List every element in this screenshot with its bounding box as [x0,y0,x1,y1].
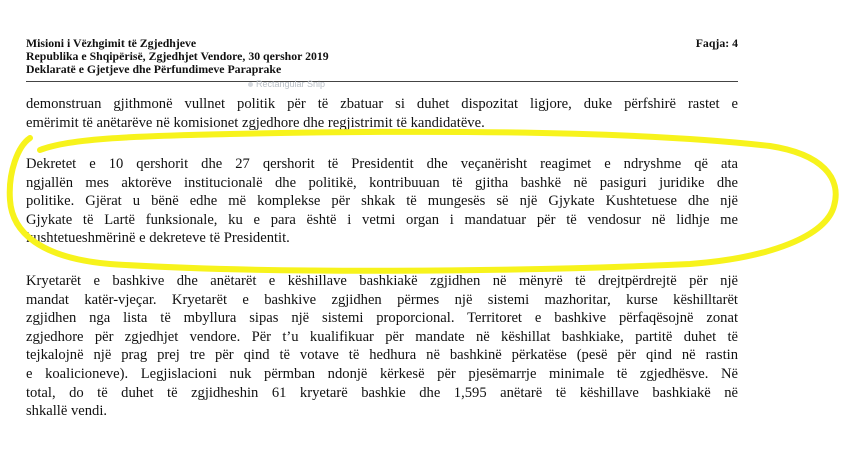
paragraph-line: ngjallën mes aktorëve institucionalë dhe politikë, kontribuuan të gjitha bashkë në pasiguri juridike dhe [26,174,738,191]
document-header [26,37,738,76]
paragraph-3 [26,272,738,421]
paragraph-line: e koalicioneve). Legjislacioni nuk përmban ndonjë kërkesë për pjesëmarrje minimale të zgjedhësve. Në [26,365,738,382]
page-number: Faqja: 4 [695,36,738,50]
paragraph-2-highlighted [26,155,738,248]
paragraph-line: Kryetarët e bashkive dhe anëtarët e këshillave bashkiakë zgjidhen në mënyrë të drejtpërdrejtë për një [26,273,738,289]
paragraph-line: shkallë vendi. [26,403,108,420]
paragraph-1 [26,95,738,132]
snip-tooltip [248,79,325,89]
paragraph-line: total, do të duhet të zgjidheshin 61 kryetarë bashkie dhe 1,595 anëtarë të këshillave bashkiakë në [26,384,738,401]
paragraph-line: emërimit të anëtarëve në komisionet zgjedhore dhe regjistrimit të kandidatëve. [26,114,485,131]
statement-title: Deklaratë e Gjetjeve dhe Përfundimeve Paraprake [26,62,282,76]
paragraph-line: zgjedhore për zgjedhjet vendore. Për t’u kualifikuar për mandate në këshillat bashkiake, partitë duhet të [26,328,738,345]
snip-icon [248,82,253,87]
paragraph-line: zgjidhen nga lista të mbyllura sipas një sistemi proporcional. Territoret e bashkive përfaqësojnë zonat [26,310,738,327]
paragraph-line: kushtetueshmërinë e dekreteve të Presidentit. [26,230,290,247]
paragraph-line: Dekretet e 10 qershorit dhe 27 qershorit të Presidentit dhe veçanërisht reagimet e ndryshme që ata [26,156,738,172]
header-divider [26,81,738,82]
mission-title: Misioni i Vëzhgimit të Zgjedhjeve [26,36,197,50]
paragraph-line: Gjykate të Lartë funksionale, ku e para është i vetmi organ i mandatuar për të vendosur në lidhje me [26,211,738,228]
paragraph-line: mandat katër-vjeçar. Kryetarët e bashkive zgjidhen përmes një sistemi mazhoritar, kurse këshilltarët [26,291,738,308]
paragraph-line: demonstruan gjithmonë vullnet politik për të zbatuar si duhet dispozitat ligjore, duke përfshirë rastet e [26,96,738,112]
paragraph-line: tejkalojnë një prag prej tre për qind të votave të hedhura në bashkinë përkatëse (pesë për qind në rastin [26,347,738,364]
paragraph-line: politike. Gjërat u bënë edhe më komplekse për shkak të mungesës së një Gjykate Kushtetuese dhe një [26,193,738,210]
election-subtitle: Republika e Shqipërisë, Zgjedhjet Vendore, 30 qershor 2019 [26,49,329,63]
snip-tooltip-label: Rectangular Snip [256,79,326,89]
